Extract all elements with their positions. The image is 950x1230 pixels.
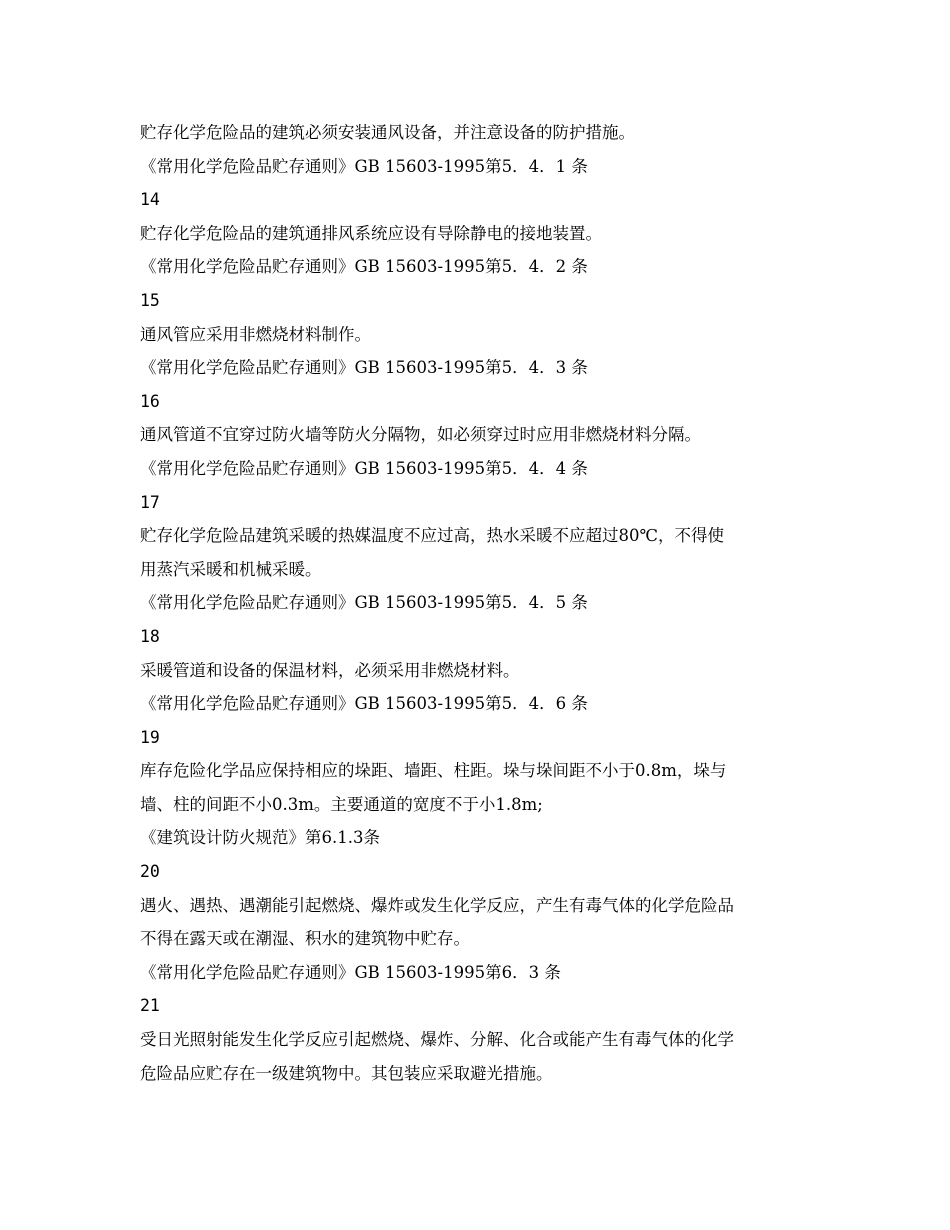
paragraph-line: 不得在露天或在潮湿、积水的建筑物中贮存。 <box>140 929 470 949</box>
reference-citation: 《常用化学危险品贮存通则》GB 15603-1995第5．4．5 条 <box>140 593 588 613</box>
item-number: 16 <box>140 391 160 411</box>
item-number: 19 <box>140 727 160 747</box>
reference-citation: 《常用化学危险品贮存通则》GB 15603-1995第5．4．3 条 <box>140 358 588 378</box>
item-number: 20 <box>140 862 160 882</box>
item-number: 14 <box>140 190 160 210</box>
paragraph-line: 通风管应采用非燃烧材料制作。 <box>140 324 371 344</box>
reference-citation: 《常用化学危险品贮存通则》GB 15603-1995第5．4．2 条 <box>140 257 588 277</box>
reference-citation: 《建筑设计防火规范》第6.1.3条 <box>140 828 380 848</box>
paragraph-line: 贮存化学危险品建筑采暖的热媒温度不应过高，热水采暖不应超过80℃，不得使 <box>140 526 724 546</box>
reference-citation: 《常用化学危险品贮存通则》GB 15603-1995第5．4．6 条 <box>140 694 588 714</box>
paragraph-line: 采暖管道和设备的保温材料，必须采用非燃烧材料。 <box>140 660 520 680</box>
paragraph-line: 贮存化学危险品的建筑必须安装通风设备，并注意设备的防护措施。 <box>140 123 635 142</box>
item-number: 18 <box>140 626 160 646</box>
paragraph-line: 受日光照射能发生化学反应引起燃烧、爆炸、分解、化合或能产生有毒气体的化学 <box>140 1030 734 1050</box>
paragraph-line: 墙、柱的间距不小0.3m。主要通道的宽度不于小1.8m; <box>140 794 543 814</box>
document-page <box>140 116 815 1090</box>
item-number: 21 <box>140 996 160 1016</box>
document-body <box>140 116 815 1090</box>
paragraph-line: 遇火、遇热、遇潮能引起燃烧、爆炸或发生化学反应，产生有毒气体的化学危险品 <box>140 895 734 915</box>
item-number: 15 <box>140 290 160 310</box>
reference-citation: 《常用化学危险品贮存通则》GB 15603-1995第5．4．1 条 <box>140 156 588 176</box>
paragraph-line: 危险品应贮存在一级建筑物中。其包装应采取避光措施。 <box>140 1063 553 1083</box>
paragraph-line: 贮存化学危险品的建筑通排风系统应设有导除静电的接地装置。 <box>140 223 602 243</box>
item-number: 17 <box>140 492 160 512</box>
paragraph-line: 通风管道不宜穿过防火墙等防火分隔物，如必须穿过时应用非燃烧材料分隔。 <box>140 425 701 445</box>
reference-citation: 《常用化学危险品贮存通则》GB 15603-1995第6．3 条 <box>140 962 561 982</box>
reference-citation: 《常用化学危险品贮存通则》GB 15603-1995第5．4．4 条 <box>140 458 588 478</box>
paragraph-line: 库存危险化学品应保持相应的垛距、墙距、柱距。垛与垛间距不小于0.8m，垛与 <box>140 761 727 781</box>
paragraph-line: 用蒸汽采暖和机械采暖。 <box>140 559 322 579</box>
